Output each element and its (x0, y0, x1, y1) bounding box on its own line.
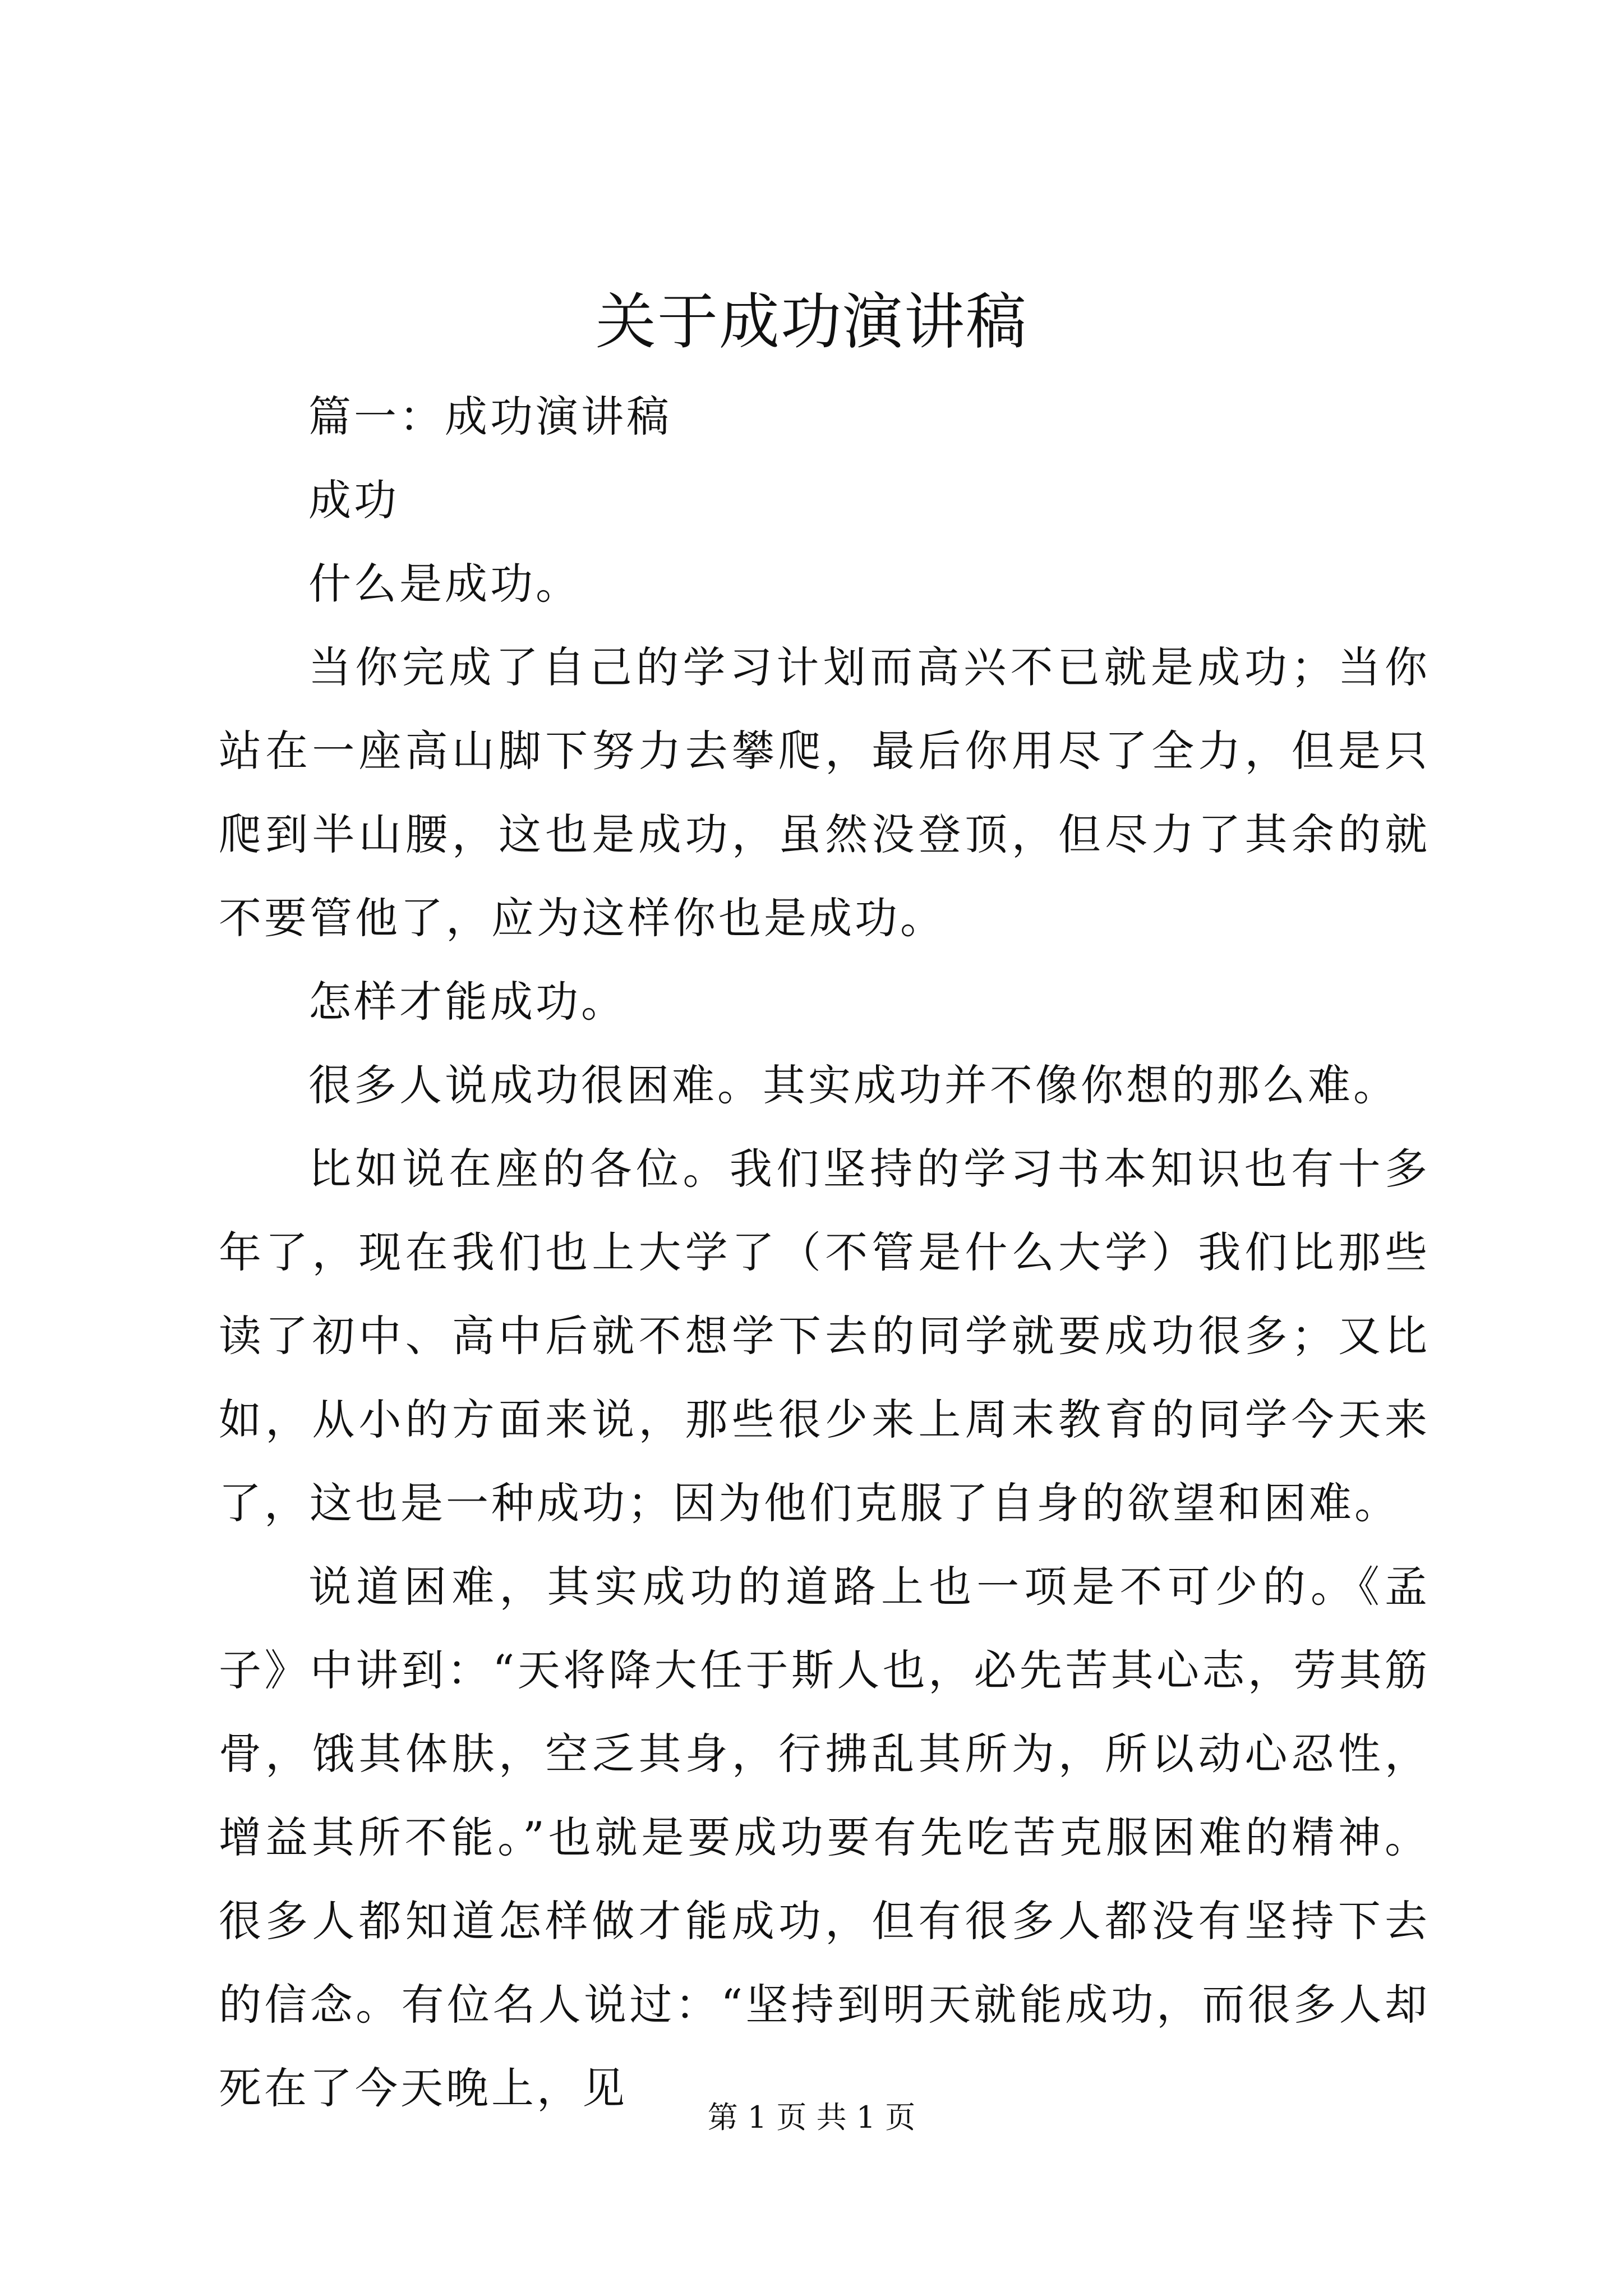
paragraph: 什么是成功。 (308, 559, 581, 609)
paragraph: 当你完成了自己的学习计划而高兴不已就是成功；当你站在一座高山脚下努力去攀爬，最后你用尽了全力，但是只爬到半山腰，这也是成功，虽然没登顶，但尽力了其余的就不要管他了，应为这样你也是成功。 (219, 642, 1430, 943)
document-title: 关于成功演讲稿 (595, 287, 1027, 357)
paragraph: 成功 (308, 475, 399, 525)
paragraph: 篇一：成功演讲稿 (308, 392, 672, 441)
paragraph: 说道困难，其实成功的道路上也一项是不可少的。《孟子》中讲到：“天将降大任于斯人也，必先苦其心志，劳其筋骨，饿其体肤，空乏其身，行拂乱其所为，所以动心忍性，增益其所不能。”也就是要成功要有先吃苦克服困难的精神。很多人都知道怎样做才能成功，但有很多人都没有坚持下去的信念。有位名人说过：“坚持到明天就能成功，而很多人却死在了今天晚上，见 (219, 1562, 1430, 2113)
paragraph: 怎样才能成功。 (308, 977, 626, 1027)
page-number: 第 1 页 共 1 页 (707, 2100, 916, 2135)
paragraph: 很多人说成功很困难。其实成功并不像你想的那么难。 (308, 1060, 1399, 1110)
paragraph: 比如说在座的各位。我们坚持的学习书本知识也有十多年了，现在我们也上大学了（不管是什么大学）我们比那些读了初中、高中后就不想学下去的同学就要成功很多；又比如，从小的方面来说，那些很少来上周末教育的同学今天来了，这也是一种成功；因为他们克服了自身的欲望和困难。 (219, 1144, 1430, 1528)
document-body (219, 375, 1430, 2130)
page-footer (0, 2098, 1623, 2137)
